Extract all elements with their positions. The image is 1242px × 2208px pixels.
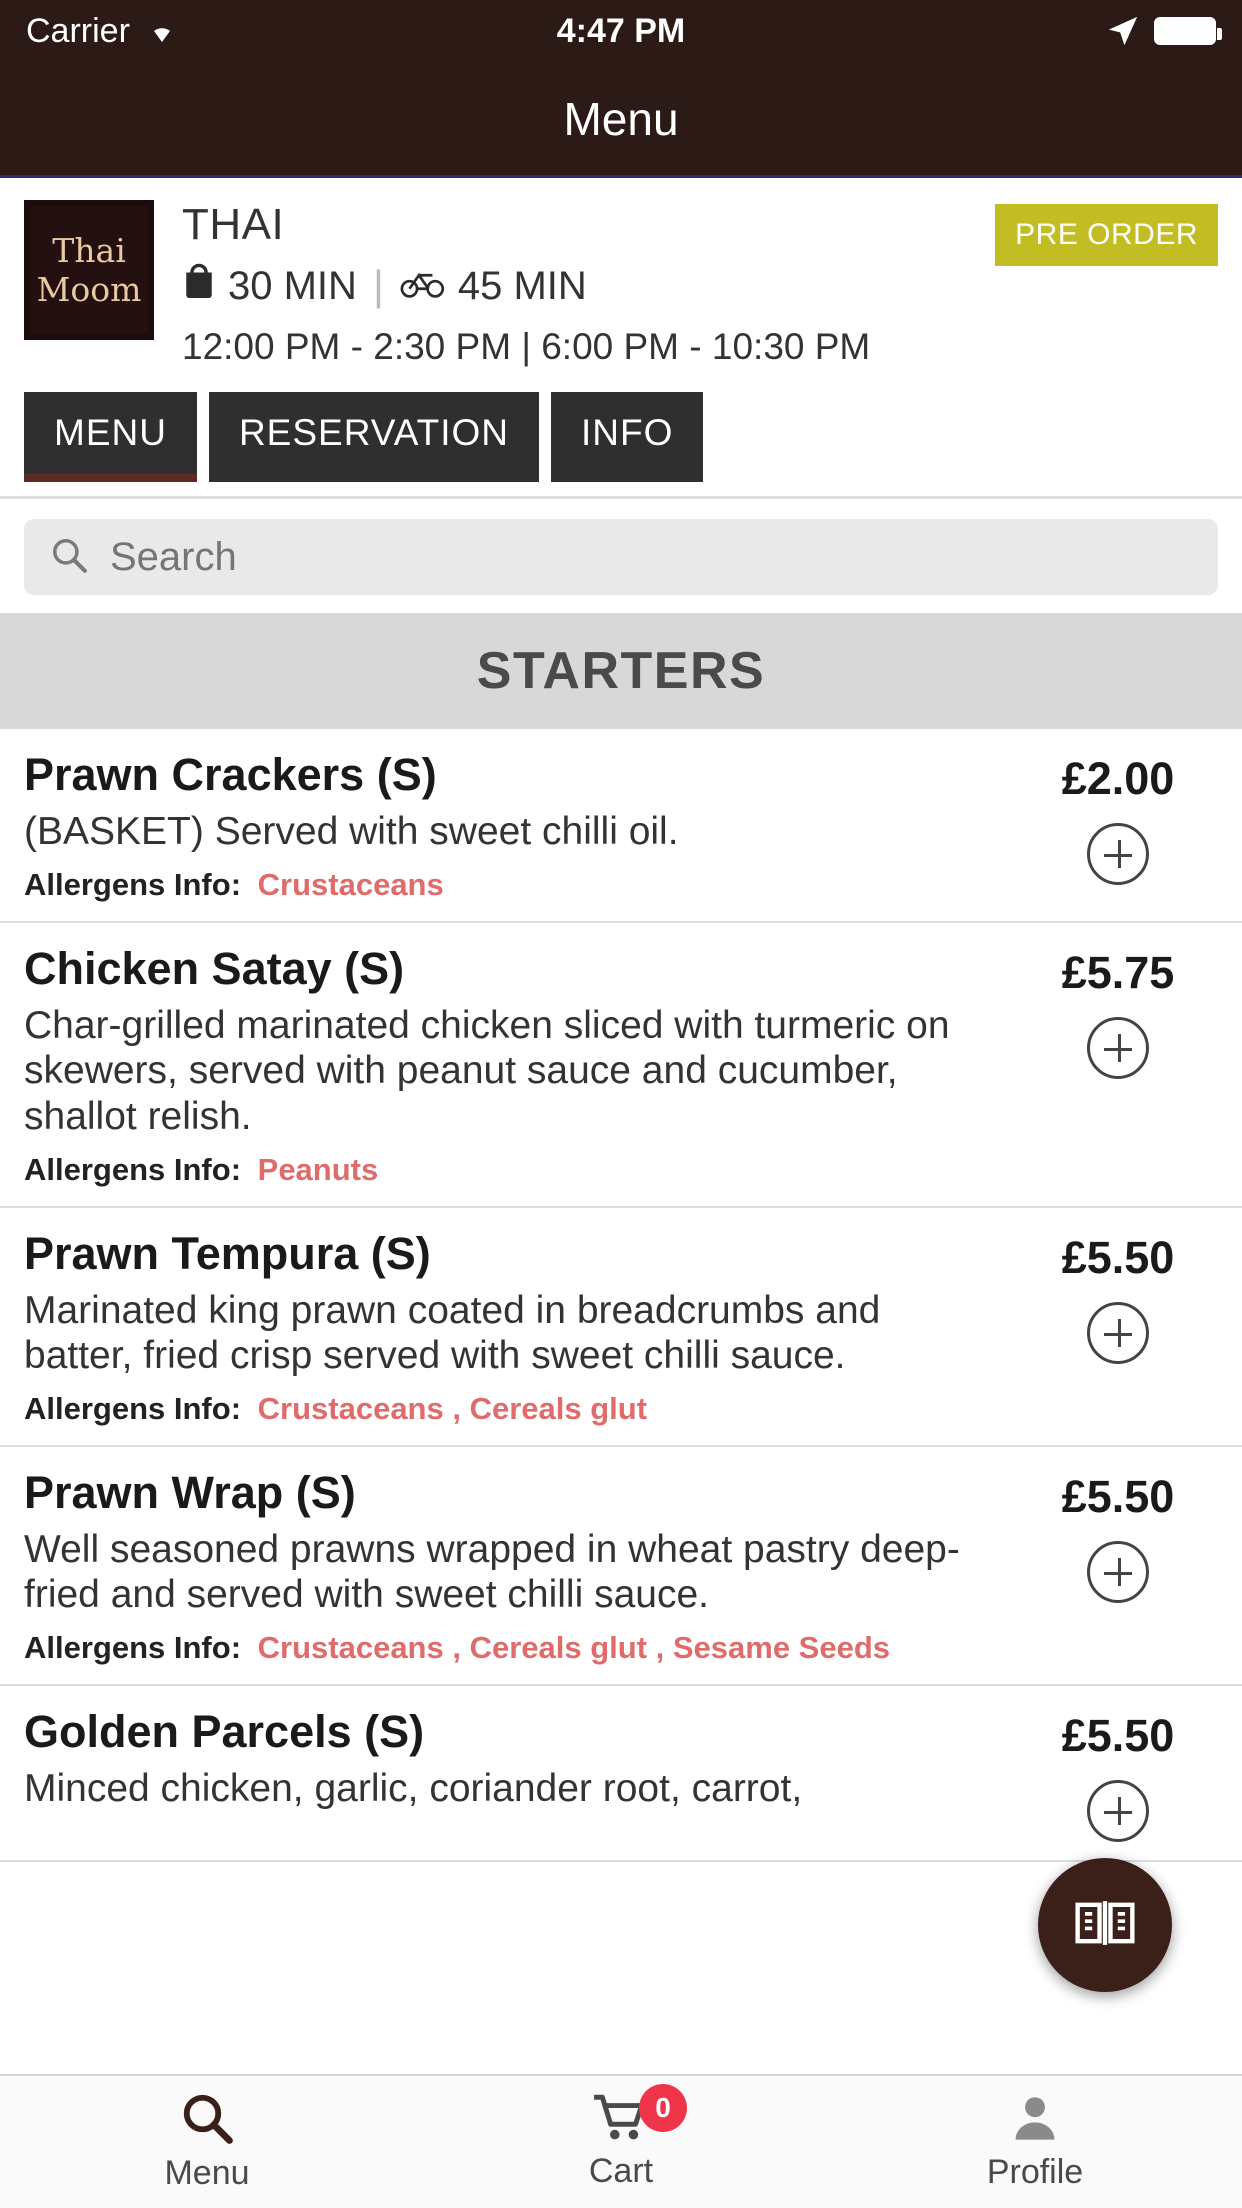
delivery-time: 45 MIN xyxy=(457,263,587,308)
menu-item[interactable] xyxy=(0,729,1242,923)
bag-icon xyxy=(182,262,216,310)
pre-order-button[interactable]: PRE ORDER xyxy=(995,204,1218,266)
menu-item-actions xyxy=(1018,749,1218,903)
allergens-values: Peanuts xyxy=(257,1151,379,1187)
search-icon xyxy=(50,536,88,579)
restaurant-times xyxy=(182,262,1218,310)
logo-line-2: Moom xyxy=(36,270,142,309)
cart-badge: 0 xyxy=(639,2084,687,2132)
menu-item[interactable] xyxy=(0,1447,1242,1686)
menu-item-title: Prawn Wrap (S) xyxy=(24,1466,356,1518)
menu-item-allergens xyxy=(24,867,998,903)
battery-icon xyxy=(1154,17,1216,45)
plus-circle-icon[interactable] xyxy=(1087,1017,1149,1079)
menu-item-title: Prawn Tempura (S) xyxy=(24,1227,431,1279)
collection-time: 30 MIN xyxy=(228,263,357,308)
menu-item-actions xyxy=(1018,1706,1218,1842)
book-icon xyxy=(1074,1896,1136,1955)
time-divider: | xyxy=(372,262,384,309)
tab-menu[interactable]: MENU xyxy=(24,392,197,482)
menu-item-price: £5.50 xyxy=(1061,1231,1175,1283)
restaurant-name: THAI xyxy=(182,200,285,249)
allergens-values: Crustaceans xyxy=(257,866,444,902)
menu-item-text xyxy=(24,943,1018,1188)
allergens-values: Crustaceans , Cereals glut , Sesame Seeds xyxy=(257,1630,891,1665)
menu-item-actions xyxy=(1018,1467,1218,1666)
menu-list[interactable] xyxy=(0,729,1242,1810)
carrier-label: Carrier xyxy=(26,11,130,50)
menu-item-price: £5.50 xyxy=(1061,1710,1175,1761)
menu-item-price: £5.75 xyxy=(1061,946,1175,998)
status-bar-right xyxy=(685,14,1216,48)
bottom-tab-bar xyxy=(0,2074,1242,2208)
menu-item-text xyxy=(24,1706,1018,1842)
menu-item-title: Golden Parcels (S) xyxy=(24,1706,425,1757)
status-time: 4:47 PM xyxy=(556,11,686,50)
tabbar-item-cart[interactable] xyxy=(414,2076,828,2208)
menu-item-text xyxy=(24,1467,1018,1666)
section-header-starters: STARTERS xyxy=(0,613,1242,729)
search-input[interactable] xyxy=(110,535,1192,580)
plus-circle-icon[interactable] xyxy=(1087,1302,1149,1364)
tabbar-label-profile: Profile xyxy=(986,2153,1084,2191)
menu-item-actions xyxy=(1018,943,1218,1188)
search-box[interactable] xyxy=(24,519,1218,595)
person-icon xyxy=(1009,2092,1061,2149)
allergens-label: Allergens Info: xyxy=(24,1630,242,1665)
bicycle-icon xyxy=(400,264,446,309)
search-icon xyxy=(180,2091,234,2150)
menu-item-title: Prawn Crackers (S) xyxy=(24,749,437,800)
allergens-label: Allergens Info: xyxy=(24,1390,242,1426)
status-bar xyxy=(0,0,1242,62)
allergens-values: Crustaceans , Cereals glut xyxy=(257,1390,648,1426)
menu-item-text xyxy=(24,1228,1018,1427)
menu-item-description: Well seasoned prawns wrapped in wheat pastry deep-fried and served with sweet chilli sauce. xyxy=(24,1527,960,1617)
location-arrow-icon xyxy=(1106,14,1140,48)
menu-item-price: £5.50 xyxy=(1061,1470,1175,1522)
menu-item-allergens xyxy=(24,1630,998,1666)
nav-bar xyxy=(0,62,1242,178)
allergens-label: Allergens Info: xyxy=(24,866,242,902)
menu-item[interactable] xyxy=(0,1686,1242,1862)
wifi-icon xyxy=(144,17,180,45)
menu-item-description: Minced chicken, garlic, coriander root, carrot, xyxy=(24,1767,803,1810)
tabbar-label-cart: Cart xyxy=(588,2152,654,2190)
menu-item[interactable] xyxy=(0,923,1242,1208)
page-title: Menu xyxy=(563,92,679,145)
menu-item-allergens xyxy=(24,1152,998,1188)
menu-item-description: (BASKET) Served with sweet chilli oil. xyxy=(24,810,679,853)
plus-circle-icon[interactable] xyxy=(1087,823,1149,885)
allergens-label: Allergens Info: xyxy=(24,1151,242,1187)
plus-circle-icon[interactable] xyxy=(1087,1780,1149,1842)
opening-hours: 12:00 PM - 2:30 PM | 6:00 PM - 10:30 PM xyxy=(182,326,871,367)
tab-info[interactable]: INFO xyxy=(551,392,703,482)
menu-item-text xyxy=(24,749,1018,903)
menu-item-description: Char-grilled marinated chicken sliced with turmeric on skewers, served with peanut sauce and cucumber, shallot relish. xyxy=(24,1003,950,1138)
menu-book-fab[interactable] xyxy=(1038,1858,1172,1992)
tabbar-item-menu[interactable] xyxy=(0,2076,414,2208)
menu-item[interactable] xyxy=(0,1208,1242,1447)
section-tabs xyxy=(0,378,1242,482)
search-area xyxy=(0,499,1242,613)
menu-item-description: Marinated king prawn coated in breadcrumbs and batter, fried crisp served with sweet chilli sauce. xyxy=(24,1288,881,1378)
tab-reservation[interactable]: RESERVATION xyxy=(209,392,539,482)
restaurant-header xyxy=(0,178,1242,378)
logo-line-1: Thai xyxy=(52,231,126,270)
tabbar-label-menu: Menu xyxy=(164,2154,250,2192)
menu-item-actions xyxy=(1018,1228,1218,1427)
restaurant-logo xyxy=(24,200,154,340)
menu-item-title: Chicken Satay (S) xyxy=(24,942,405,994)
plus-circle-icon[interactable] xyxy=(1087,1541,1149,1603)
menu-item-allergens xyxy=(24,1391,998,1427)
tabbar-item-profile[interactable] xyxy=(828,2076,1242,2208)
menu-item-price: £2.00 xyxy=(1061,753,1175,804)
status-bar-left xyxy=(26,12,557,51)
